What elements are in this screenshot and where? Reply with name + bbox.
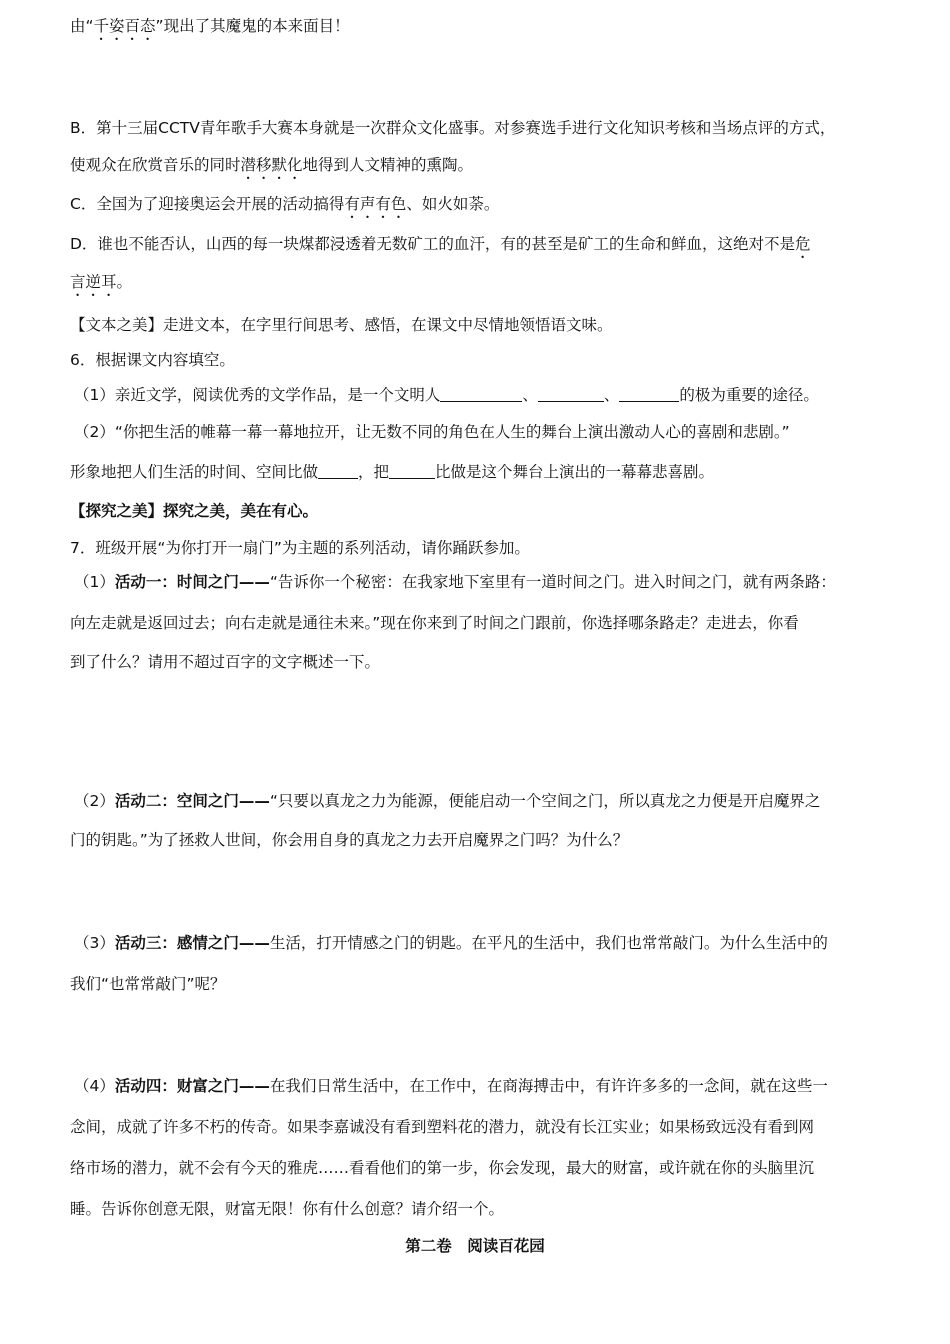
answer-blank[interactable]: [389, 464, 435, 479]
option-b-line2: 使观众在欣赏音乐的同时潜移默化地得到人文精神的熏陶。: [70, 156, 474, 174]
activity-4-line4: 睡。告诉你创意无限，财富无限！你有什么创意？请介绍一个。: [70, 1200, 505, 1218]
activity-2-line2: 门的钥匙。”为了拯救人世间，你会用自身的真龙之力去开启魔界之门吗？为什么？: [70, 831, 629, 849]
answer-blank[interactable]: [619, 387, 679, 402]
question-6-stem: 6．根据课文内容填空。: [70, 351, 235, 369]
activity-3-line2: 我们“也常常敲门”呢？: [70, 975, 226, 993]
activity-2-line1: （2）活动二：空间之门——“只要以真龙之力为能源，便能启动一个空间之门，所以真龙之力便是开启魔界之: [74, 792, 821, 810]
option-a-continued: 由“千姿百态”现出了其魔鬼的本来面目！: [70, 17, 350, 35]
activity-1-line2: 向左走就是返回过去；向右走就是通往未来。”现在你来到了时间之门跟前，你选择哪条路走？走进去，你看: [70, 614, 799, 632]
section-text-beauty: 【文本之美】走进文本，在字里行间思考、感悟，在课文中尽情地领悟语文味。: [70, 316, 613, 334]
activity-3-line1: （3）活动三：感情之门——生活，打开情感之门的钥匙。在平凡的生活中，我们也常常敲门。为什么生活中的: [74, 934, 828, 952]
answer-blank[interactable]: [538, 387, 604, 402]
answer-blank[interactable]: [318, 464, 358, 479]
activity-1-line1: （1）活动一：时间之门——“告诉你一个秘密：在我家地下室里有一道时间之门。进入时间之门，就有两条路：: [74, 573, 836, 591]
part-2-title: 第二卷 阅读百花园: [405, 1237, 545, 1255]
activity-1-line3: 到了什么？请用不超过百字的文字概述一下。: [70, 653, 381, 671]
activity-4-line3: 络市场的潜力，就不会有今天的雅虎……看看他们的第一步，你会发现，最大的财富，或许就在你的头脑里沉: [70, 1159, 815, 1177]
option-c: C．全国为了迎接奥运会开展的活动搞得有声有色、如火如荼。: [70, 195, 500, 213]
question-7-stem: 7．班级开展“为你打开一扇门”为主题的系列活动，请你踊跃参加。: [70, 539, 530, 557]
activity-4-line1: （4）活动四：财富之门——在我们日常生活中，在工作中，在商海搏击中，有许许多多的一念间，就在这些一: [74, 1077, 828, 1095]
option-b-line1: B．第十三届CCTV青年歌手大赛本身就是一次群众文化盛事。对参赛选手进行文化知识考核和当场点评的方式，: [70, 119, 836, 137]
question-6-part1: （1）亲近文学，阅读优秀的文学作品，是一个文明人 、 、 的极为重要的途径。: [74, 386, 819, 404]
question-6-part2-cont: 形象地把人们生活的时间、空间比做 ，把 比做是这个舞台上演出的一幕幕悲喜剧。: [70, 463, 715, 481]
option-d-line1: D．谁也不能否认，山西的每一块煤都浸透着无数矿工的血汗，有的甚至是矿工的生命和鲜血，这绝对不是危: [70, 235, 811, 253]
option-d-line2: 言逆耳。: [70, 273, 133, 291]
answer-blank[interactable]: [440, 387, 522, 402]
activity-4-line2: 念间，成就了许多不朽的传奇。如果李嘉诚没有看到塑料花的潜力，就没有长江实业；如果杨致远没有看到网: [70, 1118, 815, 1136]
question-6-part2: （2）“你把生活的帷幕一幕一幕地拉开，让无数不同的角色在人生的舞台上演出激动人心的喜剧和悲剧。”: [74, 423, 790, 441]
section-explore-beauty: 【探究之美】探究之美，美在有心。: [70, 502, 319, 520]
